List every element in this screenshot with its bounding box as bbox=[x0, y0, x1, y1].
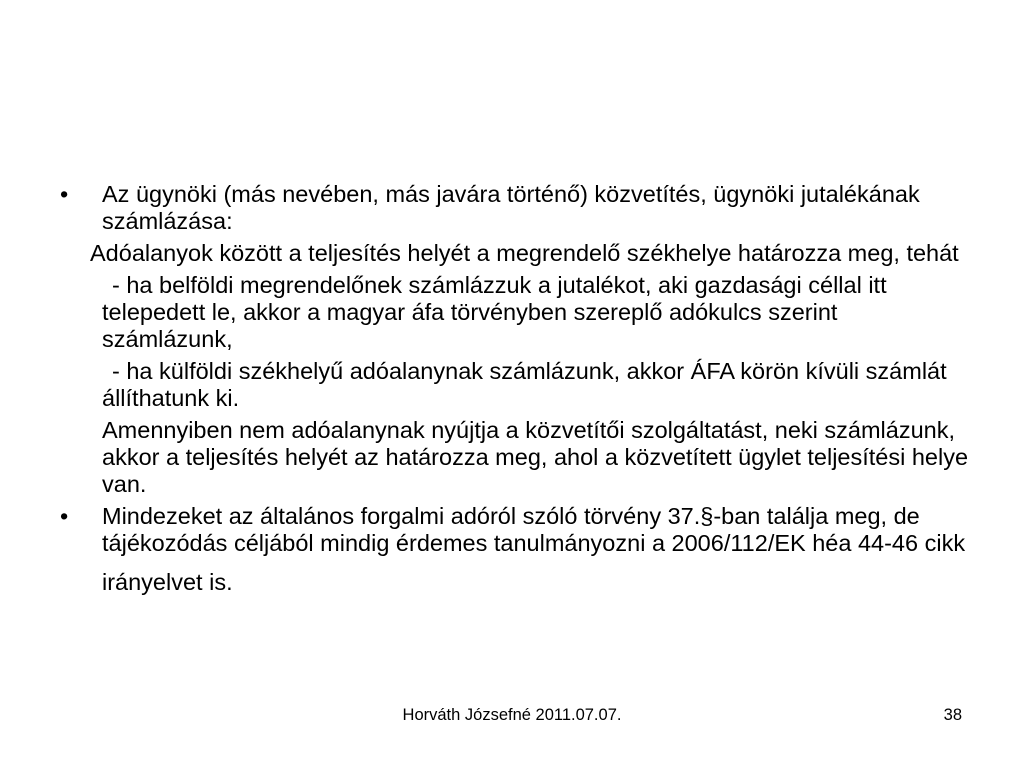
paragraph-text: Adóalanyok között a teljesítés helyét a megrendelő székhelye határozza meg, tehát bbox=[90, 240, 959, 266]
slide-body bbox=[60, 181, 970, 601]
body-paragraph bbox=[60, 272, 970, 353]
body-paragraph bbox=[60, 561, 970, 596]
footer-author-date: Horváth Józsefné 2011.07.07. bbox=[402, 706, 622, 724]
body-paragraph bbox=[60, 358, 970, 412]
bullet-item bbox=[60, 503, 970, 557]
bullet-dot-icon: • bbox=[60, 503, 69, 529]
body-paragraph bbox=[60, 240, 970, 267]
bullet-item bbox=[60, 181, 970, 235]
bullet-dot-icon: • bbox=[60, 181, 69, 207]
paragraph-text: - ha külföldi székhelyű adóalanynak számlázunk, akkor ÁFA körön kívüli számlát állíthatunk ki. bbox=[102, 358, 947, 411]
body-paragraph bbox=[60, 417, 970, 498]
footer-page-number: 38 bbox=[943, 706, 962, 724]
bullet-text: Mindezeket az általános forgalmi adóról szóló törvény 37.§-ban találja meg, de tájékozódás céljából mindig érdemes tanulmányozni a 2006/112/EK héa 44-46 cikk bbox=[102, 503, 966, 556]
bullet-text: Az ügynöki (más nevében, más javára történő) közvetítés, ügynöki jutalékának számlázása: bbox=[102, 181, 920, 234]
paragraph-text: irányelvet is. bbox=[102, 569, 233, 595]
paragraph-text: - ha belföldi megrendelőnek számlázzuk a jutalékot, aki gazdasági céllal itt telepedett le, akkor a magyar áfa törvényben szereplő adókulcs szerint számlázunk, bbox=[102, 272, 887, 352]
paragraph-text: Amennyiben nem adóalanynak nyújtja a közvetítői szolgáltatást, neki számlázunk, akkor a teljesítés helyét az határozza meg, ahol a közvetített ügylet teljesítési helye van. bbox=[102, 417, 969, 497]
